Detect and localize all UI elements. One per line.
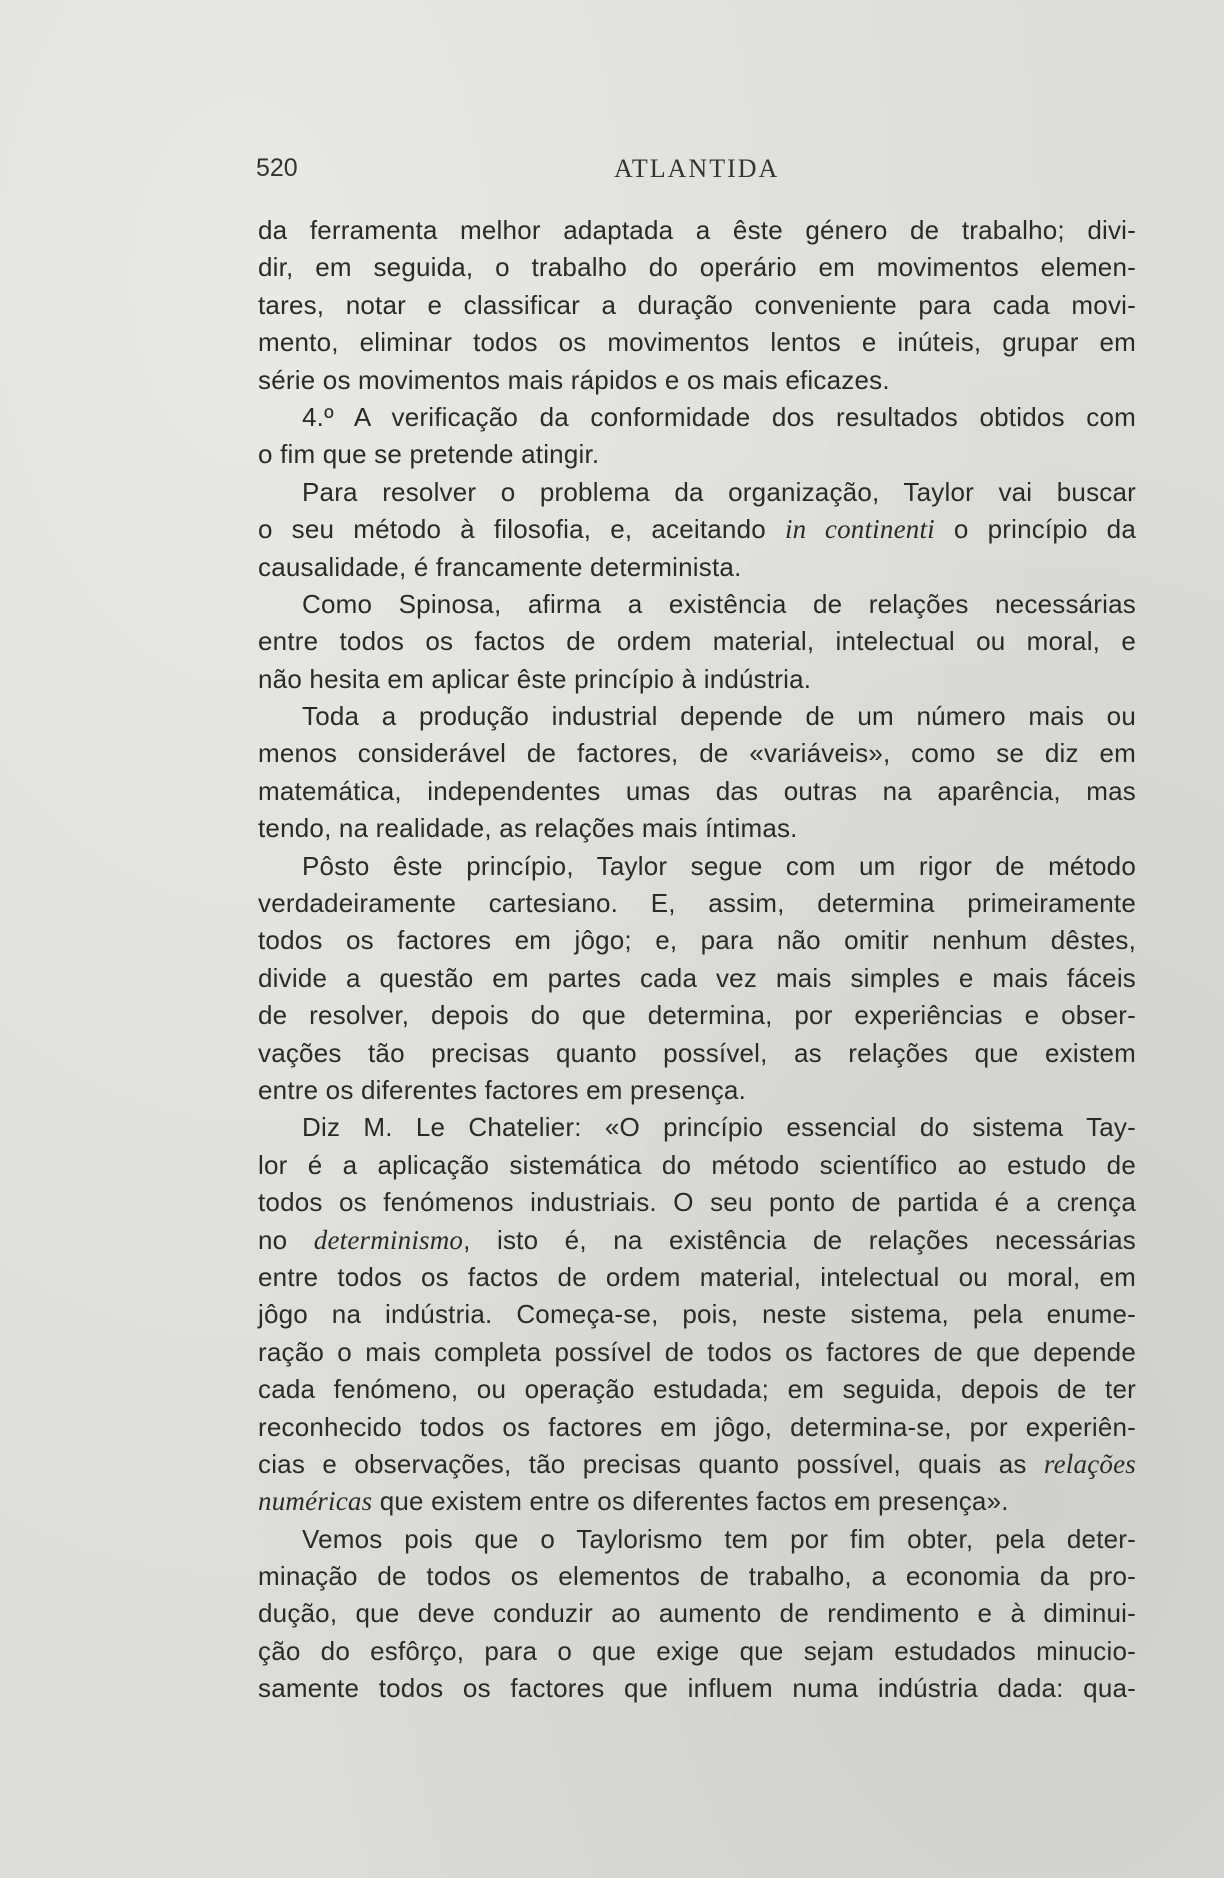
text-line: Diz M. Le Chatelier: «O princípio essencial do sistema Tay- bbox=[302, 1112, 1136, 1143]
text-segment: , isto é, na existência de relações necessárias bbox=[463, 1224, 1136, 1255]
text-line: de resolver, depois do que determina, por experiências e obser- bbox=[258, 1000, 1136, 1031]
text-line: verdadeiramente cartesiano. E, assim, determina primeiramente bbox=[258, 888, 1136, 919]
text-line: Toda a produção industrial depende de um número mais ou bbox=[302, 701, 1136, 732]
text-line: causalidade, é francamente determinista. bbox=[258, 551, 742, 582]
text-line: ção do esfôrço, para o que exige que sejam estudados minucio- bbox=[258, 1635, 1136, 1666]
text-segment: cias e observações, tão precisas quanto possível, quais as bbox=[258, 1448, 1044, 1479]
text-segment: Para resolver o problema da organização, Taylor vai buscar bbox=[302, 476, 1136, 507]
text-segment: no bbox=[258, 1224, 314, 1255]
text-line: entre os diferentes factores em presença. bbox=[258, 1074, 747, 1105]
text-line bbox=[258, 1222, 1136, 1259]
running-title: ATLANTIDA bbox=[614, 154, 780, 183]
text-line: cada fenómeno, ou operação estudada; em seguida, depois de ter bbox=[258, 1374, 1136, 1405]
text-line: tendo, na realidade, as relações mais íntimas. bbox=[258, 813, 798, 844]
text-line: reconhecido todos os factores em jôgo, determina-se, por experiên- bbox=[258, 1411, 1136, 1442]
text-line: jôgo na indústria. Começa-se, pois, neste sistema, pela enume- bbox=[258, 1299, 1136, 1330]
text-line: o fim que se pretende atingir. bbox=[258, 439, 600, 470]
text-line bbox=[258, 1483, 1136, 1520]
text-line bbox=[258, 1446, 1136, 1483]
body-text bbox=[258, 212, 1136, 1708]
text-segment: que existem entre os diferentes factos em presença». bbox=[372, 1486, 1009, 1517]
text-line: entre todos os factos de ordem material, intelectual ou moral, e bbox=[258, 626, 1136, 657]
text-line: dução, que deve conduzir ao aumento de rendimento e à diminui- bbox=[258, 1598, 1136, 1629]
text-line: todos os fenómenos industriais. O seu ponto de partida é a crença bbox=[258, 1187, 1136, 1218]
page-header bbox=[256, 154, 1136, 190]
text-line: vações tão precisas quanto possível, as relações que existem bbox=[258, 1037, 1136, 1068]
text-line: matemática, independentes umas das outras na aparência, mas bbox=[258, 775, 1136, 806]
text-line: menos considerável de factores, de «variáveis», como se diz em bbox=[258, 738, 1136, 769]
text-line: samente todos os factores que influem numa indústria dada: qua- bbox=[258, 1673, 1136, 1704]
text-line: todos os factores em jôgo; e, para não omitir nenhum dêstes, bbox=[258, 925, 1136, 956]
text-line: não hesita em aplicar êste princípio à indústria. bbox=[258, 663, 812, 694]
text-segment: o princípio da bbox=[934, 514, 1136, 545]
italic-term: in continenti bbox=[784, 514, 935, 545]
text-segment: o seu método à filosofia, e, aceitando bbox=[258, 514, 785, 545]
text-line: tares, notar e classificar a duração conveniente para cada movi- bbox=[258, 289, 1136, 320]
text-line: 4.º A verificação da conformidade dos resultados obtidos com bbox=[302, 401, 1136, 432]
italic-term: numéricas bbox=[258, 1486, 373, 1517]
text-line: entre todos os factos de ordem material, intelectual ou moral, em bbox=[258, 1261, 1136, 1292]
text-line: Vemos pois que o Taylorismo tem por fim obter, pela deter- bbox=[302, 1523, 1136, 1554]
text-line: minação de todos os elementos de trabalho, a economia da pro- bbox=[258, 1561, 1136, 1592]
text-line bbox=[258, 511, 1136, 548]
text-line: mento, eliminar todos os movimentos lentos e inúteis, grupar em bbox=[258, 327, 1136, 358]
text-line: Como Spinosa, afirma a existência de relações necessárias bbox=[302, 588, 1136, 619]
text-line: série os movimentos mais rápidos e os mais eficazes. bbox=[258, 364, 890, 395]
italic-term: determinismo bbox=[313, 1224, 464, 1255]
text-line: da ferramenta melhor adaptada a êste género de trabalho; divi- bbox=[258, 215, 1136, 245]
text-line: ração o mais completa possível de todos os factores de que depende bbox=[258, 1336, 1136, 1367]
italic-term: relações bbox=[1043, 1448, 1136, 1479]
page-number: 520 bbox=[256, 154, 298, 182]
text-line bbox=[258, 474, 1136, 511]
text-line: lor é a aplicação sistemática do método scientífico ao estudo de bbox=[258, 1149, 1136, 1180]
text-line: divide a questão em partes cada vez mais simples e mais fáceis bbox=[258, 962, 1136, 993]
text-line: dir, em seguida, o trabalho do operário em movimentos elemen- bbox=[258, 252, 1136, 283]
text-line: Pôsto êste princípio, Taylor segue com um rigor de método bbox=[302, 850, 1136, 881]
